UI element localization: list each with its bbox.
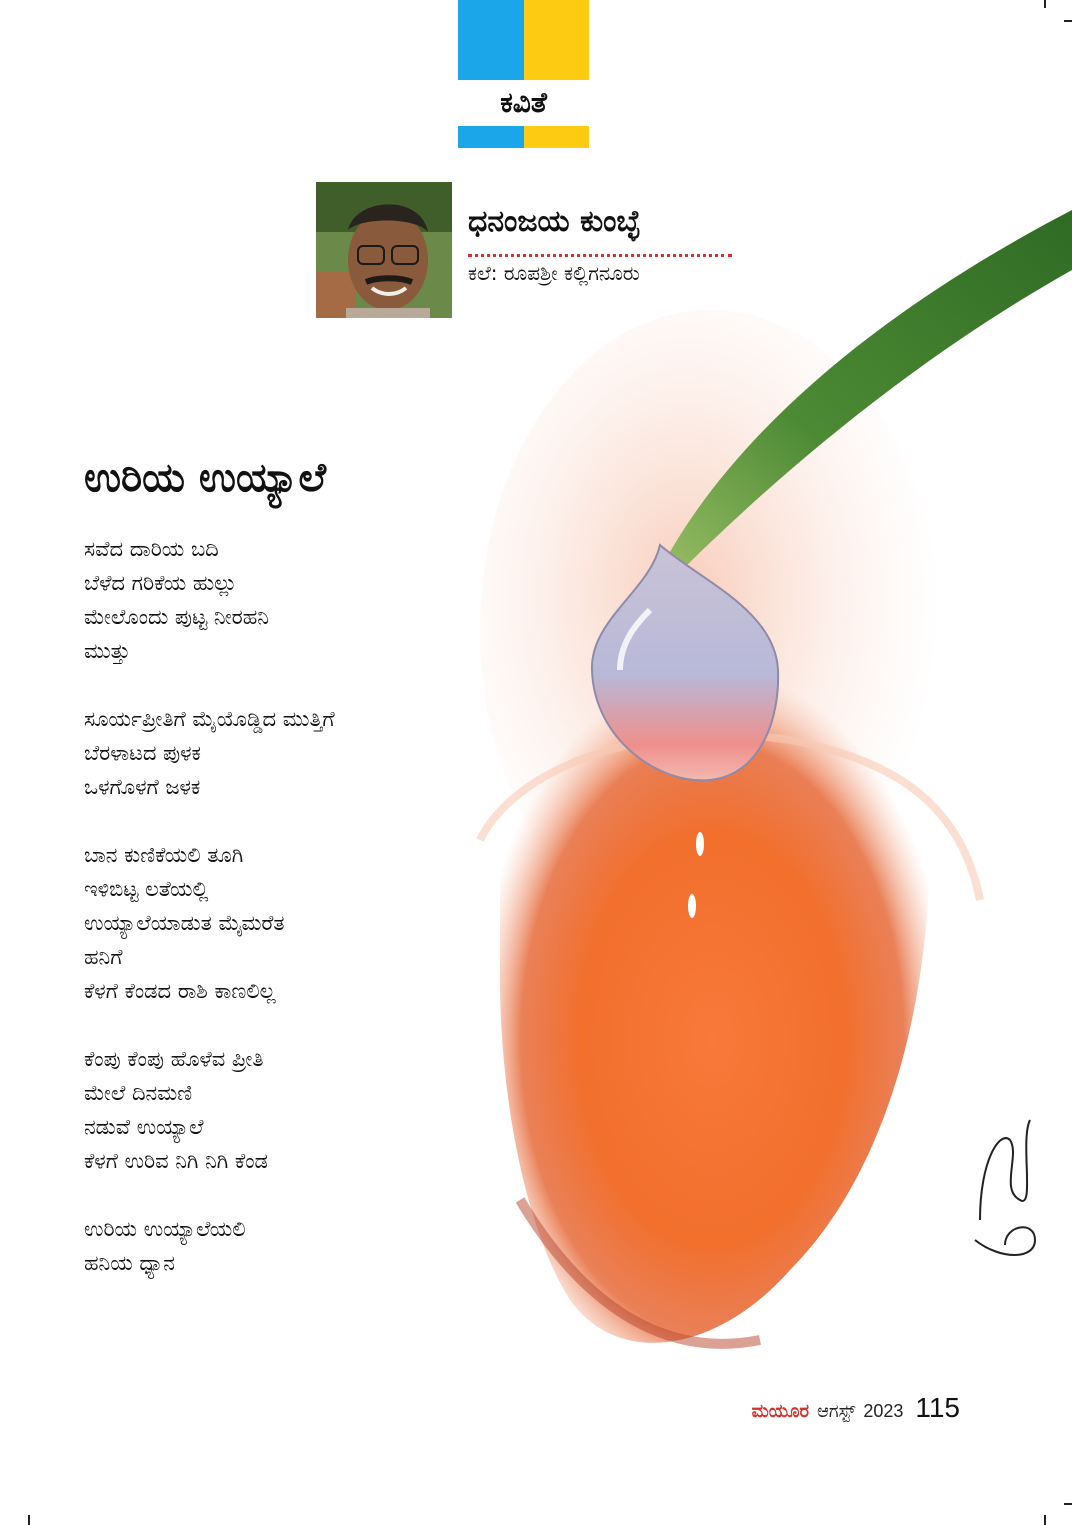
crop-mark bbox=[28, 1515, 30, 1525]
page-number: 115 bbox=[915, 1392, 960, 1423]
stanza bbox=[84, 702, 464, 804]
poem-line: ನಡುವೆ ಉಯ್ಯಾಲೆ bbox=[84, 1115, 204, 1139]
page-footer bbox=[752, 1392, 960, 1432]
author-name: ಧನಂಜಯ ಕುಂಬ್ಳೆ bbox=[468, 204, 640, 239]
issue-year: 2023 bbox=[863, 1401, 904, 1421]
poem-line: ಒಳಗೊಳಗೆ ಜಳಕ bbox=[84, 775, 201, 799]
crop-mark bbox=[1044, 0, 1046, 8]
poem-line: ಸವೆದ ದಾರಿಯ ಬದಿ bbox=[84, 537, 219, 561]
author-portrait bbox=[316, 182, 452, 318]
poem-line: ಹನಿಯ ಧ್ಯಾನ bbox=[84, 1251, 175, 1275]
artist-signature bbox=[975, 1120, 1035, 1255]
badge-yellow-strip bbox=[524, 126, 589, 148]
illustration-credit: ಕಲೆ: ರೂಪಶ್ರೀ ಕಲ್ಲಿಗನೂರು bbox=[468, 261, 640, 285]
badge-yellow-block bbox=[524, 0, 589, 80]
issue-month: ಆಗಸ್ಟ್ bbox=[817, 1401, 856, 1422]
poem-line: ಕೆಳಗೆ ಉರಿವ ನಿಗಿ ನಿಗಿ ಕೆಂಡ bbox=[84, 1149, 268, 1173]
poem-line: ಉಯ್ಯಾಲೆಯಾಡುತ ಮೈಮರೆತ bbox=[84, 911, 285, 935]
poem-illustration bbox=[460, 200, 1072, 1380]
badge-blue-strip bbox=[458, 126, 524, 148]
poem-line: ಹನಿಗೆ bbox=[84, 945, 123, 969]
section-label: ಕವಿತೆ bbox=[500, 86, 547, 119]
stanza bbox=[84, 1212, 464, 1280]
poem-line: ಮುತ್ತು bbox=[84, 639, 131, 663]
crop-mark bbox=[1044, 1515, 1046, 1525]
stanza bbox=[84, 532, 464, 668]
stanza bbox=[84, 1042, 464, 1178]
crop-mark bbox=[1064, 20, 1072, 22]
poem-line: ಬೆರಳಾಟದ ಪುಳಕ bbox=[84, 741, 202, 765]
poem-line: ಸೂರ್ಯಪ್ರೀತಿಗೆ ಮೈಯೊಡ್ಡಿದ ಮುತ್ತಿಗೆ bbox=[84, 707, 335, 731]
poem-line: ಮೇಲೊಂದು ಪುಟ್ಟ ನೀರಹನಿ bbox=[84, 605, 269, 629]
magazine-name: ಮಯೂರ bbox=[751, 1401, 809, 1422]
poem-line: ಬಾನ ಕುಣಿಕೆಯಲಿ ತೂಗಿ bbox=[84, 843, 244, 867]
falling-droplet bbox=[696, 832, 704, 856]
section-badge bbox=[458, 0, 589, 148]
poem-title: ಉರಿಯ ಉಯ್ಯಾಲೆ bbox=[84, 455, 326, 501]
crop-mark bbox=[1064, 1503, 1072, 1505]
falling-droplet bbox=[688, 894, 696, 918]
poem-line: ಉರಿಯ ಉಯ್ಯಾಲೆಯಲಿ bbox=[84, 1217, 246, 1241]
poem-line: ಮೇಲೆ ದಿನಮಣಿ bbox=[84, 1081, 193, 1105]
badge-blue-block bbox=[458, 0, 524, 80]
stanza bbox=[84, 838, 464, 1008]
poem-line: ಕೆಂಪು ಕೆಂಪು ಹೊಳೆವ ಪ್ರೀತಿ bbox=[84, 1047, 264, 1071]
poem-body bbox=[84, 532, 464, 1314]
poem-line: ಕೆಳಗೆ ಕೆಂಡದ ರಾಶಿ ಕಾಣಲಿಲ್ಲ bbox=[84, 979, 276, 1003]
poem-line: ಬೆಳೆದ ಗರಿಕೆಯ ಹುಲ್ಲು bbox=[84, 571, 237, 595]
poem-line: ಇಳಿಬಿಟ್ಟ ಲತೆಯಲ್ಲಿ bbox=[84, 877, 209, 901]
ember-illustration-svg bbox=[460, 200, 1072, 1380]
portrait-photo bbox=[316, 182, 452, 318]
author-divider bbox=[468, 254, 732, 257]
